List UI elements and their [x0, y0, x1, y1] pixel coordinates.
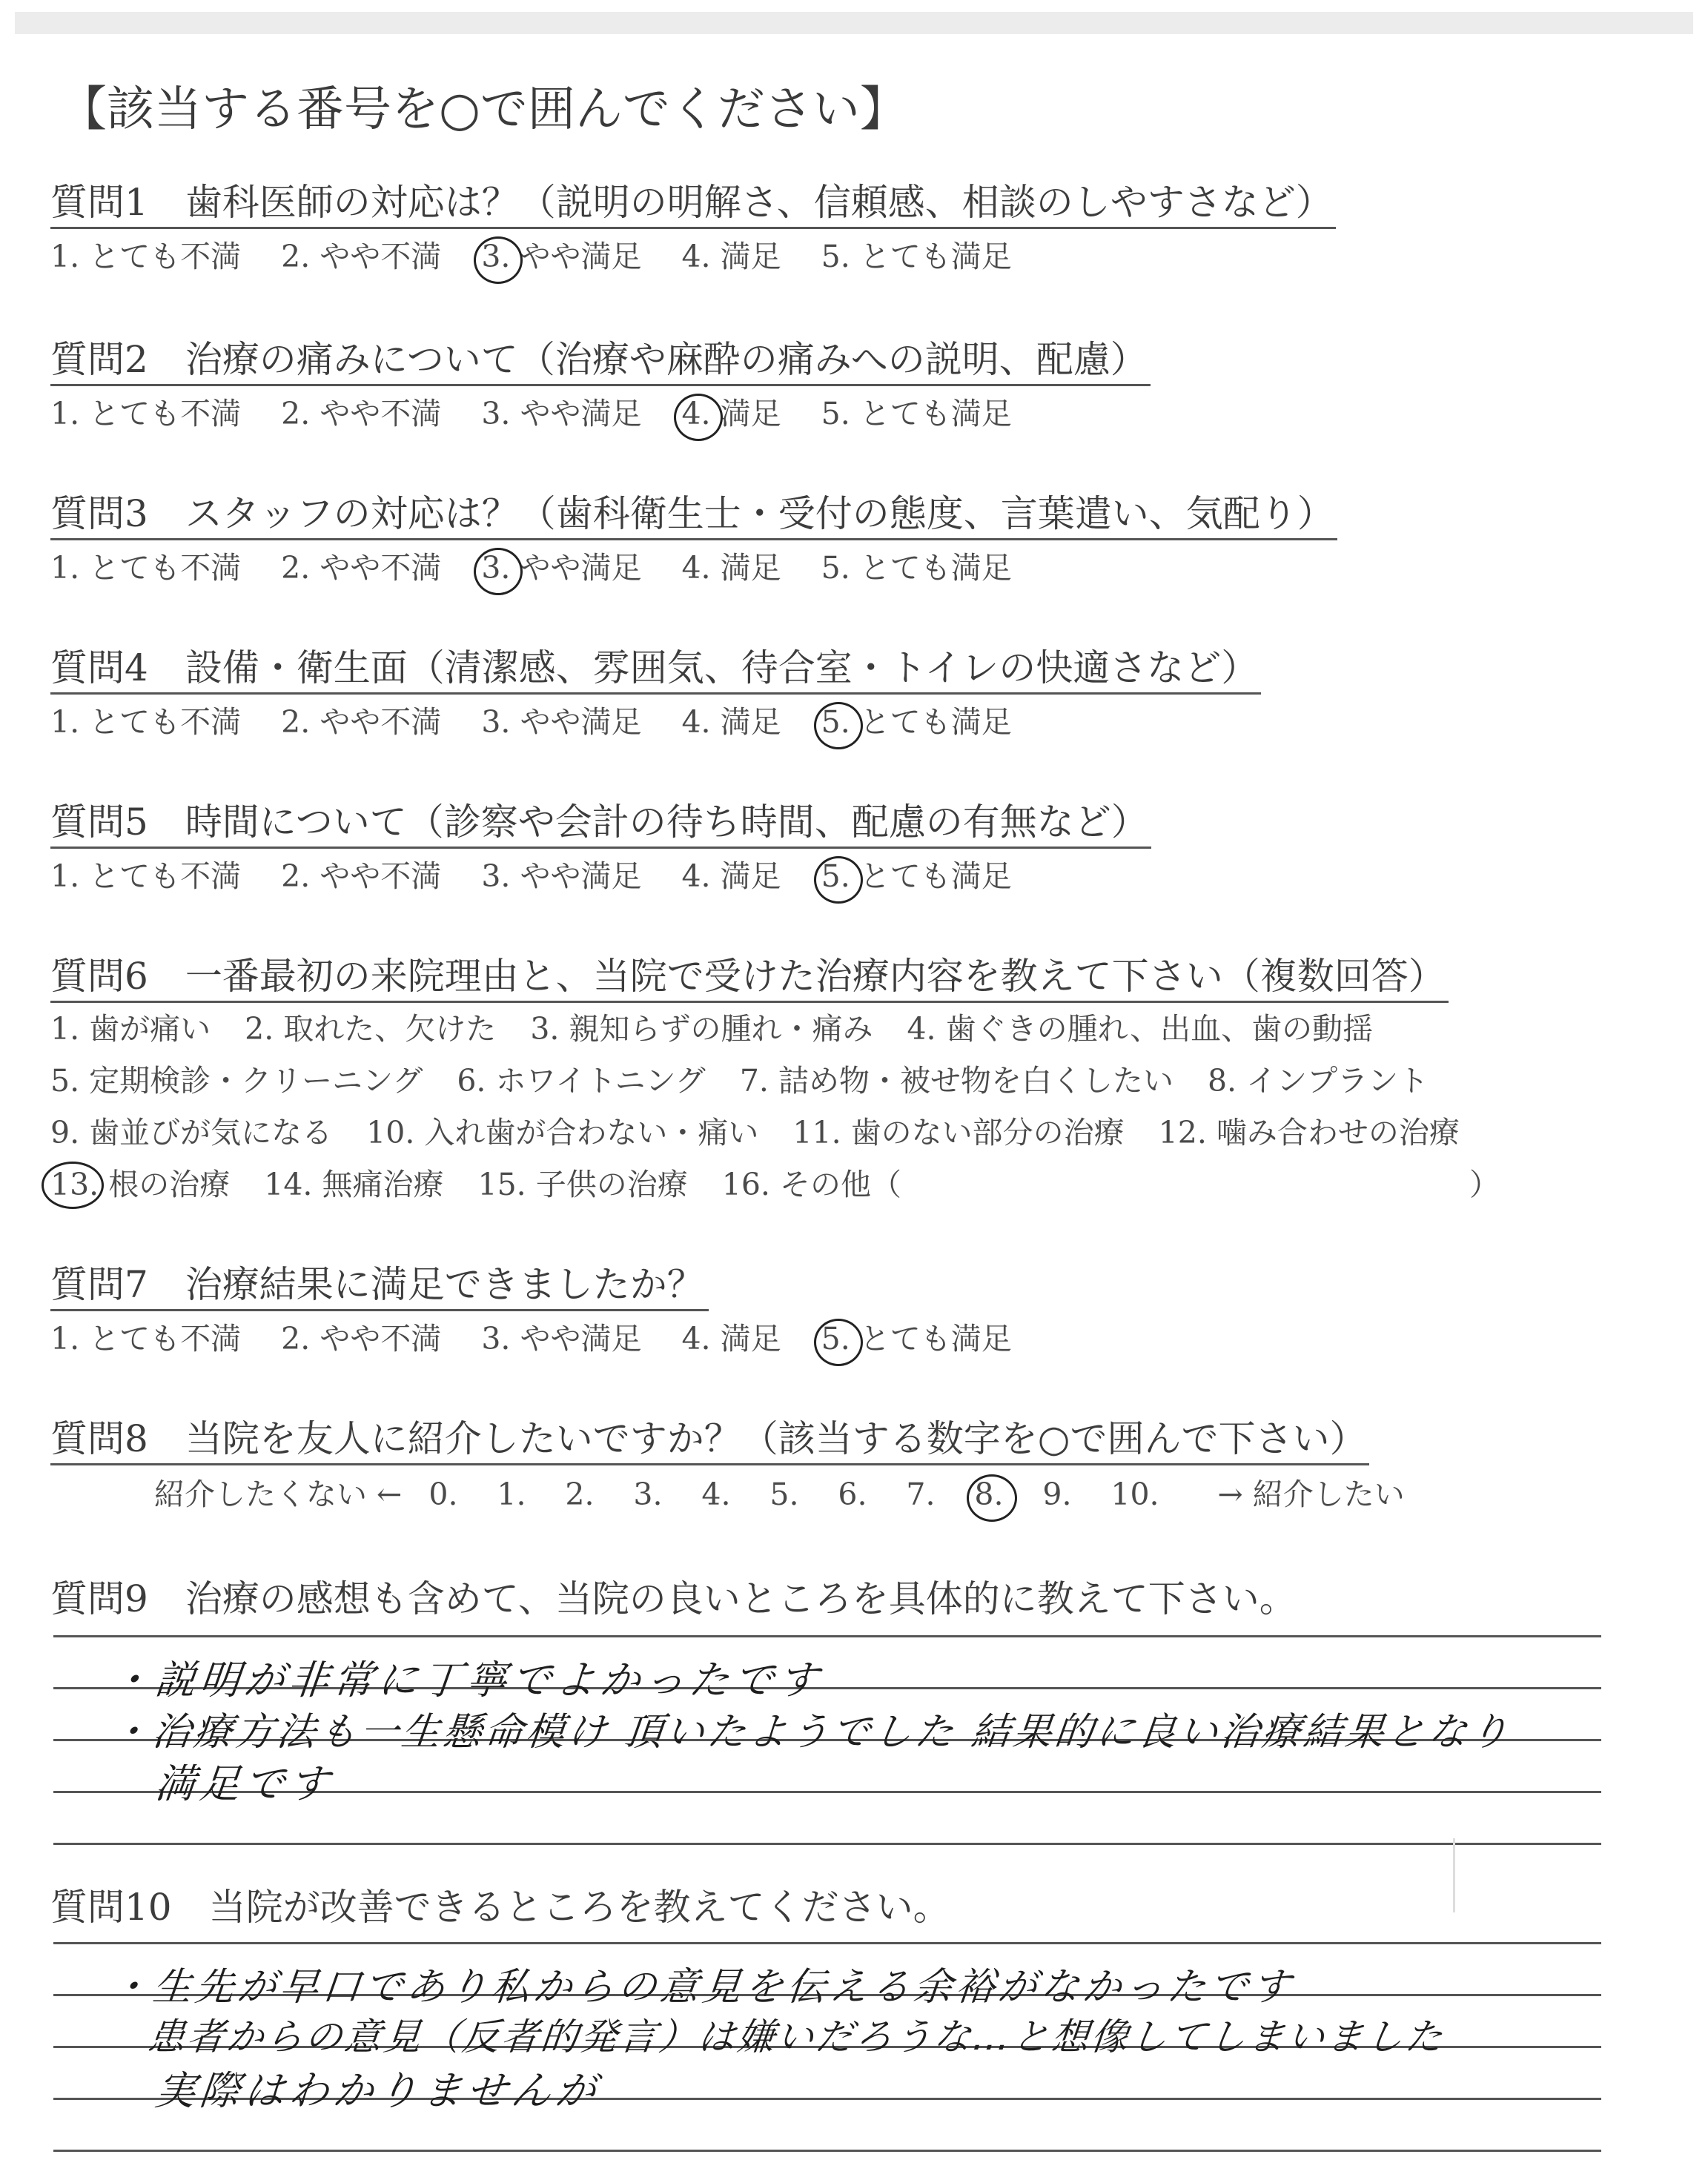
question-10 — [50, 1883, 950, 1932]
scale-left-label: 紹介したくない ← — [154, 1477, 403, 1512]
question-number: 質問7 — [50, 1263, 148, 1306]
answer-rule — [53, 1843, 1601, 1845]
answer-rule — [53, 1942, 1601, 1944]
options-row-2 — [50, 1055, 1500, 1107]
question-2 — [50, 335, 1151, 437]
question-number: 質問6 — [50, 955, 148, 998]
option-1[interactable]: 1. とても不満 — [50, 396, 242, 431]
question-5 — [50, 798, 1151, 899]
option-2[interactable]: 2. やや不満 — [281, 550, 442, 586]
option-1[interactable]: 1. とても不満 — [50, 704, 242, 740]
option-3-circled[interactable]: 3. やや満足 — [481, 545, 641, 591]
options-row-1 — [50, 1003, 1500, 1055]
question-9-title — [50, 1574, 1297, 1623]
scale-5[interactable]: 5. — [769, 1477, 799, 1512]
scan-artifact-line — [1453, 1838, 1455, 1912]
handwritten-answer-line: ・治療方法も一生懸命模け 頂いたようでした 結果的に良い治療結果となり — [108, 1710, 1514, 1755]
handwritten-answer-line: 患者からの意見（反者的発言）は嫌いだろうな…と想像してしまいました — [145, 2015, 1447, 2058]
option-1[interactable]: 1. 歯が痛い — [50, 1011, 211, 1047]
question-text: スタッフの対応は？（歯科衛生士・受付の態度、言葉遣い、気配り） — [185, 492, 1334, 535]
question-5-options — [50, 853, 1151, 899]
question-7-options — [50, 1316, 1052, 1362]
option-3[interactable]: 3. 親知らずの腫れ・痛み — [530, 1011, 873, 1047]
question-number: 質問10 — [50, 1886, 172, 1929]
question-6 — [50, 952, 1500, 1210]
question-4 — [50, 643, 1261, 745]
question-8-scale — [154, 1470, 1405, 1519]
option-8[interactable]: 8. インプラント — [1207, 1063, 1429, 1099]
question-4-title — [50, 643, 1261, 695]
handwritten-answer-line: 満足です — [153, 1760, 336, 1807]
option-15[interactable]: 15. 子供の治療 — [477, 1167, 688, 1202]
option-1[interactable]: 1. とても不満 — [50, 239, 242, 274]
answer-rule — [53, 1635, 1601, 1637]
question-number: 質問1 — [50, 181, 148, 224]
handwritten-answer-line: 実際はわかりませんが — [153, 2067, 603, 2114]
question-1-title — [50, 178, 1336, 229]
question-7 — [50, 1260, 1052, 1362]
option-3[interactable]: 3. やや満足 — [481, 1321, 642, 1356]
option-4[interactable]: 4. 満足 — [681, 858, 781, 894]
option-5[interactable]: 5. とても満足 — [821, 239, 1012, 274]
option-4-circled[interactable]: 4. 満足 — [681, 391, 781, 437]
option-2[interactable]: 2. 取れた、欠けた — [245, 1011, 497, 1047]
question-1 — [50, 178, 1336, 279]
option-5[interactable]: 5. とても満足 — [821, 396, 1012, 431]
question-2-options — [50, 391, 1151, 437]
question-3 — [50, 489, 1337, 591]
question-text: 一番最初の来院理由と、当院で受けた治療内容を教えて下さい（複数回答） — [185, 955, 1446, 998]
question-8 — [50, 1414, 1405, 1519]
option-13-circled[interactable]: 13. 根の治療 — [50, 1159, 230, 1210]
option-11[interactable]: 11. 歯のない部分の治療 — [792, 1115, 1125, 1150]
question-number: 質問9 — [50, 1577, 148, 1620]
question-7-title — [50, 1260, 709, 1311]
question-2-title — [50, 335, 1151, 386]
question-text: 治療結果に満足できましたか？ — [185, 1263, 704, 1306]
option-9[interactable]: 9. 歯並びが気になる — [50, 1115, 333, 1150]
scale-8-circled[interactable]: 8. — [974, 1470, 1042, 1519]
handwritten-answer-line: ・説明が非常に丁寧でよかったです — [108, 1657, 825, 1703]
option-1[interactable]: 1. とても不満 — [50, 858, 242, 894]
option-12[interactable]: 12. 噛み合わせの治療 — [1158, 1115, 1460, 1150]
question-text: 当院を友人に紹介したいですか？（該当する数字を○で囲んで下さい） — [185, 1417, 1367, 1460]
question-text: 治療の感想も含めて、当院の良いところを具体的に教えて下さい。 — [185, 1577, 1297, 1620]
option-2[interactable]: 2. やや不満 — [281, 704, 442, 740]
option-2[interactable]: 2. やや不満 — [281, 1321, 442, 1356]
handwritten-answer-line: ・生先が早口であり私からの意見を伝える余裕がなかったです — [108, 1965, 1297, 2010]
question-number: 質問2 — [50, 338, 148, 381]
question-1-options — [50, 233, 1336, 279]
scale-right-label: → 紹介したい — [1217, 1477, 1405, 1512]
question-6-title — [50, 952, 1449, 1003]
option-5-circled[interactable]: 5. とても満足 — [821, 699, 1012, 745]
question-8-title — [50, 1414, 1369, 1465]
option-7[interactable]: 7. 詰め物・被せ物を白くしたい — [739, 1063, 1174, 1099]
option-4[interactable]: 4. 満足 — [681, 239, 781, 274]
question-number: 質問5 — [50, 801, 148, 844]
answer-rule — [53, 2150, 1601, 2152]
option-10[interactable]: 10. 入れ歯が合わない・痛い — [366, 1115, 759, 1150]
scan-top-edge — [15, 12, 1693, 34]
question-6-options — [50, 1003, 1500, 1210]
option-5-circled[interactable]: 5. とても満足 — [821, 853, 1012, 899]
option-3-circled[interactable]: 3. やや満足 — [481, 233, 641, 279]
question-text: 治療の痛みについて（治療や麻酔の痛みへの説明、配慮） — [185, 338, 1148, 381]
page-heading: 【該当する番号を○で囲んでください】 — [59, 82, 907, 137]
option-3[interactable]: 3. やや満足 — [481, 396, 642, 431]
scale-7[interactable]: 7. — [906, 1477, 936, 1512]
option-14[interactable]: 14. 無痛治療 — [264, 1167, 444, 1202]
scale-0[interactable]: 0. — [428, 1477, 458, 1512]
option-2[interactable]: 2. やや不満 — [281, 239, 442, 274]
option-1[interactable]: 1. とても不満 — [50, 1321, 242, 1356]
option-6[interactable]: 6. ホワイトニング — [457, 1063, 706, 1099]
question-9 — [50, 1574, 1297, 1623]
option-4[interactable]: 4. 満足 — [681, 550, 781, 586]
option-3[interactable]: 3. やや満足 — [481, 704, 642, 740]
question-5-title — [50, 798, 1151, 849]
option-4[interactable]: 4. 歯ぐきの腫れ、出血、歯の動揺 — [907, 1011, 1374, 1047]
option-2[interactable]: 2. やや不満 — [281, 858, 442, 894]
option-4[interactable]: 4. 満足 — [681, 704, 781, 740]
question-number: 質問3 — [50, 492, 148, 535]
option-1[interactable]: 1. とても不満 — [50, 550, 242, 586]
scale-4[interactable]: 4. — [701, 1477, 731, 1512]
option-4[interactable]: 4. 満足 — [681, 1321, 781, 1356]
question-10-title — [50, 1883, 950, 1932]
question-3-options — [50, 545, 1337, 591]
scale-2[interactable]: 2. — [565, 1477, 595, 1512]
question-text: 設備・衛生面（清潔感、雰囲気、待合室・トイレの快適さなど） — [185, 646, 1259, 689]
question-4-options — [50, 699, 1261, 745]
options-row-3 — [50, 1107, 1500, 1159]
question-3-title — [50, 489, 1337, 540]
question-text: 当院が改善できるところを教えてください。 — [208, 1886, 950, 1929]
scale-3[interactable]: 3. — [633, 1477, 663, 1512]
option-2[interactable]: 2. やや不満 — [281, 396, 442, 431]
options-row-4 — [50, 1159, 1500, 1210]
option-5[interactable]: 5. とても満足 — [821, 550, 1012, 586]
option-5[interactable]: 5. 定期検診・クリーニング — [50, 1063, 423, 1099]
question-text: 時間について（診察や会計の待ち時間、配慮の有無など） — [185, 801, 1148, 844]
question-number: 質問4 — [50, 646, 148, 689]
question-number: 質問8 — [50, 1417, 148, 1460]
scale-6[interactable]: 6. — [838, 1477, 867, 1512]
scale-1[interactable]: 1. — [497, 1477, 526, 1512]
option-16[interactable]: 16. その他（ — [721, 1167, 901, 1202]
option-5-circled[interactable]: 5. とても満足 — [821, 1316, 1012, 1362]
option-3[interactable]: 3. やや満足 — [481, 858, 642, 894]
scale-10[interactable]: 10. — [1110, 1477, 1159, 1512]
other-close-paren: ） — [1469, 1167, 1500, 1202]
question-text: 歯科医師の対応は？（説明の明解さ、信頼感、相談のしやすさなど） — [185, 181, 1333, 224]
scale-9[interactable]: 9. — [1042, 1477, 1072, 1512]
